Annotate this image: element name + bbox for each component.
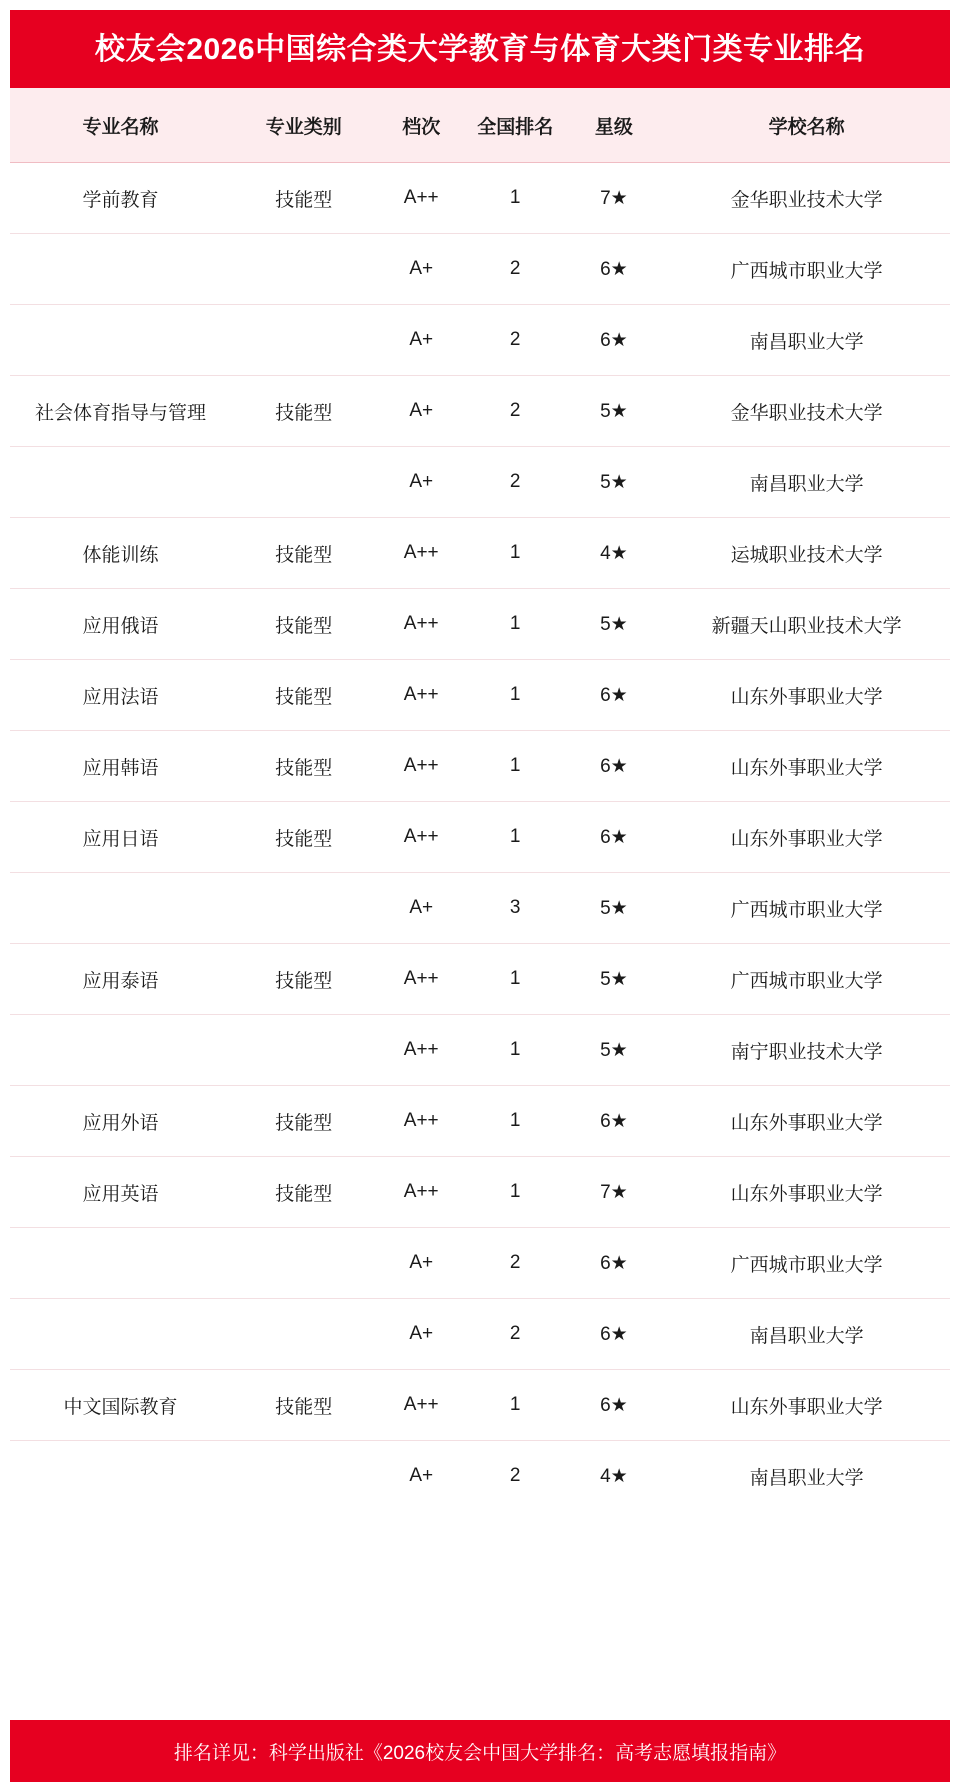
cell-category — [231, 873, 377, 944]
cell-grade: A++ — [377, 589, 466, 660]
cell-grade: A++ — [377, 802, 466, 873]
cell-star: 5★ — [565, 1015, 664, 1086]
cell-rank: 2 — [466, 447, 565, 518]
cell-star: 6★ — [565, 731, 664, 802]
column-header-grade: 档次 — [377, 88, 466, 163]
cell-star: 4★ — [600, 1465, 628, 1487]
cell-school: 南宁职业技术大学 — [663, 1015, 950, 1086]
cell-star: 6★ — [565, 234, 664, 305]
cell-major — [10, 1015, 231, 1086]
cell-category — [231, 305, 377, 376]
cell-major — [10, 1441, 231, 1512]
cell-grade: A+ — [377, 1299, 466, 1370]
table-row — [10, 1157, 950, 1228]
cell-school: 金华职业技术大学 — [663, 376, 950, 447]
cell-rank: 1 — [466, 1086, 565, 1157]
cell-rank: 1 — [466, 1370, 565, 1441]
ranking-table — [10, 88, 950, 1511]
cell-school: 广西城市职业大学 — [663, 873, 950, 944]
table-row — [10, 873, 950, 944]
cell-school: 广西城市职业大学 — [663, 944, 950, 1015]
cell-grade: A++ — [377, 1015, 466, 1086]
cell-major: 学前教育 — [10, 163, 231, 234]
table-row — [10, 1228, 950, 1299]
page-title: 校友会2026中国综合类大学教育与体育大类门类专业排名 — [94, 32, 866, 66]
table-row — [10, 944, 950, 1015]
cell-grade: A+ — [377, 1228, 466, 1299]
cell-school: 南昌职业大学 — [749, 1467, 864, 1489]
table-row — [10, 376, 950, 447]
cell-rank: 1 — [466, 660, 565, 731]
cell-major — [10, 1228, 231, 1299]
cell-rank: 1 — [466, 731, 565, 802]
cell-category — [231, 1299, 377, 1370]
table-row — [10, 660, 950, 731]
cell-category: 技能型 — [231, 1370, 377, 1441]
cell-grade: A+ — [409, 1465, 434, 1486]
cell-category: 技能型 — [231, 589, 377, 660]
table-row — [10, 731, 950, 802]
cell-school: 广西城市职业大学 — [663, 1228, 950, 1299]
cell-major: 应用外语 — [10, 1086, 231, 1157]
cell-star: 6★ — [565, 1228, 664, 1299]
cell-major: 社会体育指导与管理 — [10, 376, 231, 447]
cell-school: 南昌职业大学 — [663, 305, 950, 376]
table-row — [10, 518, 950, 589]
cell-major — [10, 1299, 231, 1370]
cell-major: 应用俄语 — [10, 589, 231, 660]
cell-category: 技能型 — [231, 731, 377, 802]
cell-category: 技能型 — [231, 660, 377, 731]
cell-star: 5★ — [565, 447, 664, 518]
table-row — [10, 234, 950, 305]
cell-school: 山东外事职业大学 — [663, 731, 950, 802]
column-header-major: 专业名称 — [10, 88, 231, 163]
cell-school: 广西城市职业大学 — [663, 234, 950, 305]
table-row — [10, 1086, 950, 1157]
cell-category — [231, 1015, 377, 1086]
cell-major: 体能训练 — [10, 518, 231, 589]
cell-school: 金华职业技术大学 — [663, 163, 950, 234]
column-header-rank: 全国排名 — [466, 88, 565, 163]
table-row — [10, 802, 950, 873]
cell-major: 应用法语 — [10, 660, 231, 731]
cell-rank: 1 — [466, 518, 565, 589]
cell-category: 技能型 — [231, 944, 377, 1015]
cell-star: 6★ — [565, 1370, 664, 1441]
cell-category — [231, 1441, 377, 1512]
column-header-star: 星级 — [565, 88, 664, 163]
cell-rank: 3 — [466, 873, 565, 944]
cell-major — [10, 447, 231, 518]
table-row — [10, 1370, 950, 1441]
cell-grade: A++ — [377, 660, 466, 731]
cell-major — [10, 305, 231, 376]
cell-category: 技能型 — [231, 1157, 377, 1228]
cell-star: 6★ — [565, 802, 664, 873]
cell-school: 山东外事职业大学 — [663, 1370, 950, 1441]
cell-star: 5★ — [565, 944, 664, 1015]
cell-school: 运城职业技术大学 — [663, 518, 950, 589]
cell-category: 技能型 — [231, 163, 377, 234]
cell-grade: A+ — [377, 234, 466, 305]
cell-rank: 1 — [466, 802, 565, 873]
cell-rank: 1 — [466, 589, 565, 660]
cell-major — [10, 234, 231, 305]
cell-grade: A++ — [377, 731, 466, 802]
table-header-row — [10, 88, 950, 163]
cell-major: 应用泰语 — [10, 944, 231, 1015]
cell-rank: 2 — [466, 1228, 565, 1299]
cell-major: 应用英语 — [10, 1157, 231, 1228]
cell-star: 6★ — [565, 1299, 664, 1370]
cell-rank: 1 — [466, 1157, 565, 1228]
cell-grade: A++ — [377, 163, 466, 234]
cell-category — [231, 234, 377, 305]
cell-category: 技能型 — [231, 802, 377, 873]
table-row — [10, 1015, 950, 1086]
cell-grade: A+ — [377, 305, 466, 376]
cell-rank: 1 — [466, 1015, 565, 1086]
cell-grade: A++ — [377, 944, 466, 1015]
cell-rank: 2 — [466, 305, 565, 376]
table-row — [10, 589, 950, 660]
table-header — [10, 88, 950, 163]
cell-major: 应用韩语 — [10, 731, 231, 802]
cell-category: 技能型 — [231, 1086, 377, 1157]
cell-major: 应用日语 — [10, 802, 231, 873]
cell-star: 7★ — [565, 1157, 664, 1228]
cell-grade: A+ — [377, 447, 466, 518]
cell-category: 技能型 — [231, 376, 377, 447]
cell-star: 6★ — [565, 305, 664, 376]
cell-category — [231, 1228, 377, 1299]
cell-school: 南昌职业大学 — [663, 447, 950, 518]
cell-rank: 2 — [466, 376, 565, 447]
table-row — [10, 447, 950, 518]
cell-star: 5★ — [565, 873, 664, 944]
cell-grade: A++ — [377, 1086, 466, 1157]
cell-rank: 2 — [466, 234, 565, 305]
footer-note: 排名详见：科学出版社《2026校友会中国大学排名：高考志愿填报指南》 — [173, 1742, 787, 1764]
cell-rank: 2 — [466, 1299, 565, 1370]
column-header-school: 学校名称 — [663, 88, 950, 163]
footer-bar — [10, 1720, 950, 1782]
cell-star: 5★ — [565, 589, 664, 660]
table-row — [10, 1299, 950, 1370]
cell-star: 6★ — [565, 1086, 664, 1157]
table-row — [10, 1441, 950, 1512]
cell-star: 6★ — [565, 660, 664, 731]
table-row — [10, 163, 950, 234]
table-body — [10, 163, 950, 1512]
cell-school: 山东外事职业大学 — [663, 1157, 950, 1228]
cell-category: 技能型 — [231, 518, 377, 589]
cell-rank: 2 — [509, 1465, 521, 1486]
cell-star: 5★ — [565, 376, 664, 447]
cell-school: 山东外事职业大学 — [663, 660, 950, 731]
table-row — [10, 305, 950, 376]
cell-grade: A++ — [377, 1157, 466, 1228]
page-title-bar — [10, 10, 950, 88]
cell-category — [231, 447, 377, 518]
cell-school: 新疆天山职业技术大学 — [663, 589, 950, 660]
cell-grade: A+ — [377, 873, 466, 944]
column-header-category: 专业类别 — [231, 88, 377, 163]
cell-major — [10, 873, 231, 944]
cell-grade: A++ — [377, 518, 466, 589]
cell-star: 4★ — [565, 518, 664, 589]
cell-major: 中文国际教育 — [10, 1370, 231, 1441]
cell-school: 山东外事职业大学 — [663, 802, 950, 873]
cell-school: 山东外事职业大学 — [663, 1086, 950, 1157]
cell-rank: 1 — [466, 163, 565, 234]
cell-school: 南昌职业大学 — [663, 1299, 950, 1370]
cell-star: 7★ — [565, 163, 664, 234]
cell-grade: A++ — [377, 1370, 466, 1441]
cell-rank: 1 — [466, 944, 565, 1015]
cell-grade: A+ — [377, 376, 466, 447]
